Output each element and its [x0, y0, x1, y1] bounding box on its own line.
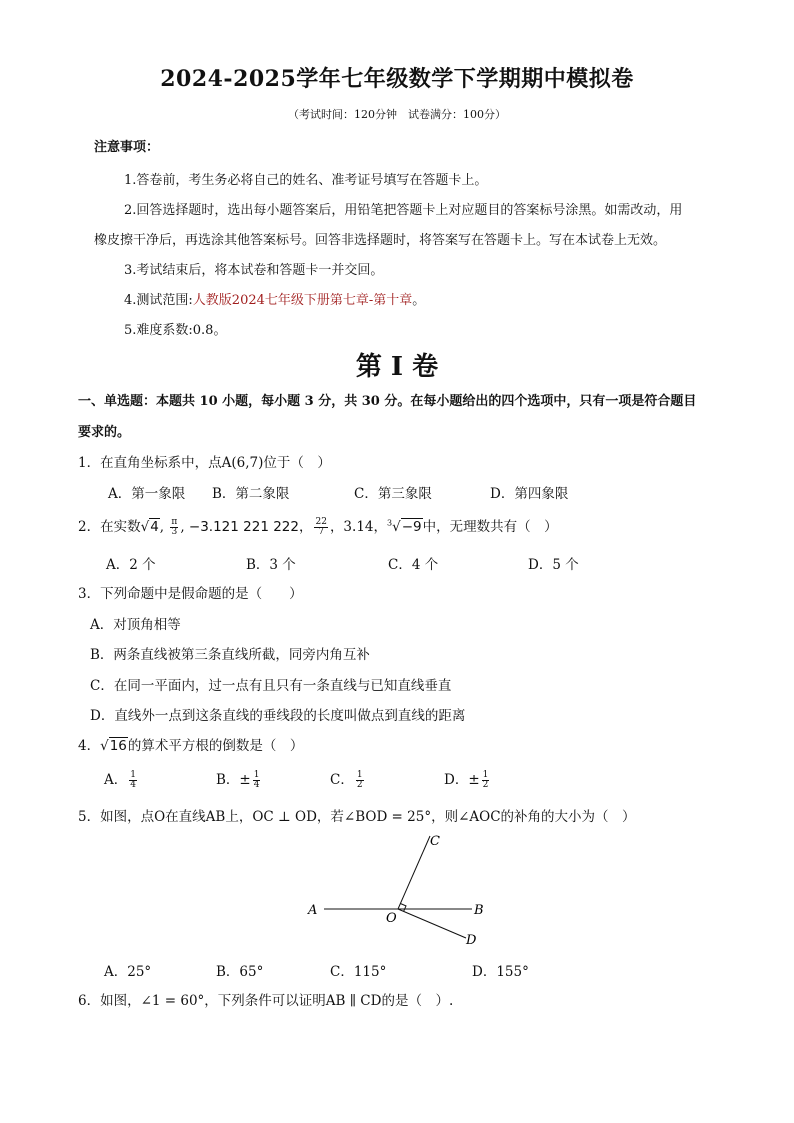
q4-d-label: D．± [444, 772, 480, 788]
q3-option-c: C．在同一平面内，过一点有且只有一条直线与已知直线垂直 [90, 678, 452, 694]
notes-heading: 注意事项： [94, 140, 160, 155]
q2-f-num: 22 [315, 517, 327, 527]
q3-option-a: A．对顶角相等 [90, 617, 181, 633]
q2-cube-value: −9 [401, 519, 422, 535]
q4-b-den: 4 [253, 780, 260, 790]
q4-c-num: 1 [356, 770, 363, 780]
section-intro-line-1: 一、单选题：本题共 10 小题，每小题 3 分，共 30 分。在每小题给出的四个选项中，只有一项是符合题目 [78, 394, 697, 409]
q4-a-den: 4 [130, 780, 136, 790]
q2-cube-index: 3 [387, 518, 393, 528]
q2-sqrt4: 4 [150, 519, 159, 535]
label-a: A [308, 903, 318, 918]
q4-a-label: A． [104, 772, 128, 788]
question-3-stem: 3．下列命题中是假命题的是（ ） [78, 586, 303, 602]
q4-a-num: 1 [130, 770, 136, 780]
q4-d-fraction [482, 771, 490, 790]
label-b: B [474, 903, 484, 918]
note-2-line-1: 2.回答选择题时，选出每小题答案后，用铅笔把答题卡上对应题目的答案标号涂黑。如需改动，用 [124, 203, 683, 218]
q2-pi-fraction [170, 518, 178, 537]
question-5-stem: 5．如图，点O在直线AB上，OC ⊥ OD，若∠BOD = 25°，则∠AOC的补角的大小为（ ） [78, 809, 636, 825]
q4-sqrt16: 16 [109, 738, 127, 754]
q5-figure [300, 826, 500, 952]
q4-c-den: 2 [356, 780, 363, 790]
q5-option-b: B．65° [216, 964, 264, 980]
q2-stem-pre: 2．在实数 [78, 519, 141, 535]
q5-option-a: A．25° [104, 964, 152, 980]
q4-b-label: B．± [216, 772, 251, 788]
note-4 [124, 289, 425, 308]
q4-stem-pre: 4． [78, 738, 101, 754]
q4-option-b [216, 768, 262, 790]
q3-option-d: D．直线外一点到这条直线的垂线段的长度叫做点到直线的距离 [90, 708, 466, 724]
q4-a-fraction [129, 771, 137, 790]
q2-option-b: B．3 个 [246, 557, 296, 573]
page-title: 2024-2025学年七年级数学下学期期中模拟卷 [160, 66, 634, 92]
section-intro-line-2: 要求的。 [78, 425, 131, 440]
question-6-stem: 6．如图，∠1 = 60°，下列条件可以证明AB ∥ CD的是（ ）. [78, 993, 454, 1009]
q5-option-c: C．115° [330, 964, 387, 980]
ray-oc [398, 836, 430, 909]
q3-option-b: B．两条直线被第三条直线所截，同旁内角互补 [90, 647, 370, 663]
q2-option-a: A．2 个 [106, 557, 156, 573]
q2-stem-post: 中，无理数共有（ ） [422, 519, 558, 535]
label-d: D [466, 933, 477, 948]
q4-c-label: C． [330, 772, 354, 788]
question-4-stem: 4．√16的算术平方根的倒数是（ ） [78, 738, 304, 754]
question-2-stem: 2．在实数√4, $\frac{\pi}{3}$ , −3.121 221 222， $\frac{22}{7}$ ，3.14，$^3$√−9中，无理数共有（ ） [78, 517, 558, 537]
q2-pi-den: 3 [171, 527, 178, 537]
q4-b-fraction [253, 771, 261, 790]
note-5: 5.难度系数:0.8。 [124, 323, 227, 338]
q2-22-7-fraction [314, 518, 327, 537]
note-4-prefix: 4.测试范围: [124, 293, 193, 308]
q4-b-num: 1 [253, 770, 260, 780]
q2-pi-num: π [171, 517, 178, 527]
q1-option-b: B．第二象限 [212, 486, 290, 502]
q1-option-d: D．第四象限 [490, 486, 569, 502]
test-range: 人教版2024七年级下册第七章-第十章 [192, 293, 413, 308]
exam-info: （考试时间：120分钟 试卷满分：100分） [288, 108, 506, 121]
note-1: 1.答卷前，考生务必将自己的姓名、准考证号填写在答题卡上。 [124, 173, 488, 188]
note-2-line-2: 橡皮擦干净后，再选涂其他答案标号。回答非选择题时，将答案写在答题卡上。写在本试卷上无效。 [94, 233, 667, 248]
q5-option-d: D．155° [472, 964, 529, 980]
q4-d-num: 1 [482, 770, 489, 780]
question-1-stem: 1．在直角坐标系中，点A(6,7)位于（ ） [78, 455, 331, 471]
q4-d-den: 2 [482, 780, 489, 790]
q1-option-a: A．第一象限 [108, 486, 186, 502]
q4-stem-post: 的算术平方根的倒数是（ ） [127, 738, 304, 754]
q4-option-a [104, 768, 139, 790]
label-c: C [430, 834, 440, 849]
q4-c-fraction [356, 771, 364, 790]
q2-option-c: C．4 个 [388, 557, 439, 573]
note-3: 3.考试结束后，将本试卷和答题卡一并交回。 [124, 263, 384, 278]
q2-neg-number: −3.121 221 222， [188, 519, 313, 535]
note-4-end: 。 [412, 293, 426, 308]
q1-option-c: C．第三象限 [354, 486, 432, 502]
q4-option-c [330, 768, 366, 790]
q4-option-d [444, 768, 491, 790]
q2-f-den: 7 [318, 527, 325, 537]
q2-rest: ，3.14， [329, 519, 387, 535]
section-heading: 第 I 卷 [355, 352, 439, 382]
ray-od [398, 909, 466, 938]
q2-option-d: D．5 个 [528, 557, 579, 573]
label-o: O [386, 911, 397, 926]
